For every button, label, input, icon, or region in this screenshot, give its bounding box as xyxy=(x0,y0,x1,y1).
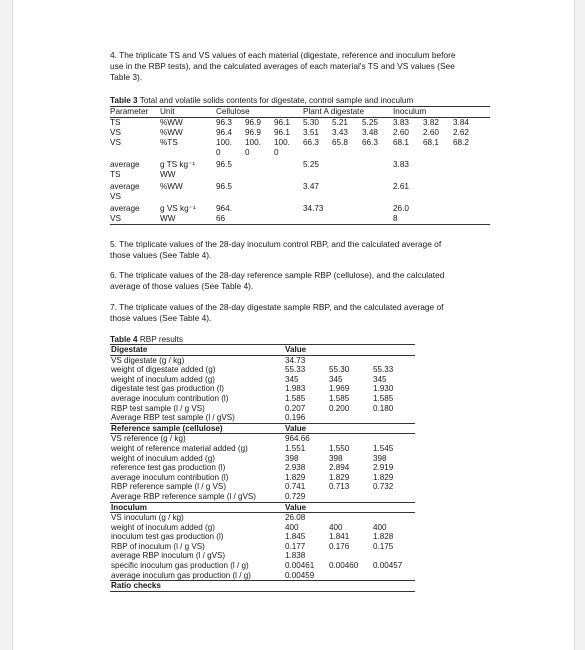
table4-cell: 398 xyxy=(373,453,387,463)
table3-cell: 3.82 xyxy=(423,118,439,127)
table4-cell: 0.741 xyxy=(285,482,306,492)
table3-cell: 96.5 xyxy=(216,182,232,191)
table4-cell: 1.841 xyxy=(329,532,350,542)
document-page xyxy=(12,0,575,650)
table4-cell: 400 xyxy=(329,522,343,532)
table3-cell: 96.9 xyxy=(245,118,261,127)
table4-cell: 0.00460 xyxy=(329,561,359,571)
table3-header-row xyxy=(110,107,490,118)
table4-row-label: Average RBP reference sample (l / gVS) xyxy=(110,492,284,502)
table4-cell xyxy=(372,551,415,561)
table3-cell: 34.73 xyxy=(303,202,332,225)
table4-cell: 345 xyxy=(329,374,343,384)
table4-section-header xyxy=(110,502,415,513)
paragraph-line: 7. The triplicate values of the 28-day digestate sample RBP, and the calculated average of xyxy=(110,302,444,312)
table4-row xyxy=(110,482,415,492)
table4-cell: 0.729 xyxy=(284,492,328,502)
table4-row xyxy=(110,384,415,394)
table4-section-header xyxy=(110,345,415,356)
paragraph-line: 5. The triplicate values of the 28-day inoculum control RBP, and the calculated average of xyxy=(110,239,442,249)
table4-section-title: Reference sample (cellulose) xyxy=(110,423,284,434)
table3-header-cell: Parameter xyxy=(110,107,160,118)
table4-row-label: weight of inoculum added (g) xyxy=(111,374,215,384)
table4-cell: 1.930 xyxy=(373,384,394,394)
table3-cell: 66.3 xyxy=(362,138,378,147)
table3-cell: 68.1 xyxy=(423,138,439,147)
table4-cell: 400 xyxy=(285,522,299,532)
table4-row xyxy=(110,571,415,581)
table4-cell xyxy=(372,492,415,502)
table4-row xyxy=(110,542,415,552)
paragraph-line: those values (See Table 4). xyxy=(110,313,212,323)
table4-row xyxy=(110,355,415,365)
table3-cell: 66.3 xyxy=(303,138,319,147)
table4-cell xyxy=(372,571,415,581)
table3-cell: 96.3 xyxy=(216,118,232,127)
table4-cell: 55.30 xyxy=(329,365,350,375)
table3-cell: 96.1 xyxy=(274,128,290,137)
paragraph-line: Table 3). xyxy=(110,72,143,82)
table4-cell: 964.66 xyxy=(285,434,310,444)
table3-header-cell: Inoculum xyxy=(393,107,490,118)
table4-row xyxy=(110,492,415,502)
table4-row-label: specific inoculum gas production (l / g) xyxy=(111,561,249,571)
table4-cell: 345 xyxy=(285,374,299,384)
table4-row xyxy=(110,513,415,523)
table4-row-label: VS reference (g / kg) xyxy=(111,434,186,444)
table3-cell: 68.1 xyxy=(393,138,409,147)
table4-cell: 398 xyxy=(285,453,299,463)
table3-cell xyxy=(423,158,453,180)
table4-row-label: average inoculum contribution (l) xyxy=(111,472,229,482)
table4-section-title: Inoculum xyxy=(110,502,284,513)
table4-cell: 0.207 xyxy=(285,403,306,413)
table4-cell: 55.33 xyxy=(285,365,306,375)
table4-cell xyxy=(372,355,415,365)
table3-cell: 65.8 xyxy=(332,138,348,147)
table4-cell: 1.585 xyxy=(373,393,394,403)
table3-cell: 5.25 xyxy=(362,118,378,127)
paragraph-line: 6. The triplicate values of the 28-day reference sample RBP (cellulose), and the calculated xyxy=(110,270,445,280)
table4-cell xyxy=(372,513,415,523)
table4-cell: 1.545 xyxy=(373,443,394,453)
table4-row xyxy=(110,444,415,454)
table4-cell: 0.180 xyxy=(373,403,394,413)
table3-cell xyxy=(423,180,453,202)
table3-cell: 5.25 xyxy=(303,160,319,169)
table4-caption-label: Table 4 xyxy=(110,335,138,344)
table3-cell: %TS xyxy=(160,138,178,147)
table4-row xyxy=(110,413,415,423)
table4-value-header: Value xyxy=(284,502,415,513)
table4-row-label: RBP of inoculum (l / g VS) xyxy=(111,541,205,551)
table4-cell xyxy=(328,551,372,561)
table4-cell: 400 xyxy=(373,522,387,532)
table4-cell: 0.00457 xyxy=(373,561,403,571)
table4-row-label: inoculum test gas production (l) xyxy=(111,532,224,542)
table4-cell: 1.838 xyxy=(285,551,306,561)
table3-cell: VS xyxy=(110,138,121,147)
table4-row xyxy=(110,473,415,483)
table3-row xyxy=(110,118,490,129)
table4-cell: 1.969 xyxy=(329,384,350,394)
table4-cell: 0.732 xyxy=(373,482,394,492)
table4-cell xyxy=(328,492,372,502)
table3-body xyxy=(110,118,490,225)
table4-cell xyxy=(328,513,372,523)
table4-row-label: weight of inoculum added (g) xyxy=(111,453,215,463)
table3-cell xyxy=(274,180,303,202)
table4-section-header xyxy=(110,423,415,434)
table3-cell: 100. 0 xyxy=(216,138,232,157)
table4-cell: 1.829 xyxy=(373,472,394,482)
table3-cell: 3.43 xyxy=(332,128,348,137)
table3-cell xyxy=(453,202,490,225)
table4-row xyxy=(110,561,415,571)
table3-cell: 3.83 xyxy=(393,160,409,169)
table3-cell: 964. 66 xyxy=(216,202,245,225)
table3-caption-label: Table 3 xyxy=(110,96,138,105)
table4-cell: 398 xyxy=(329,453,343,463)
table3-cell xyxy=(332,158,362,180)
table4-row-label: average inoculum contribution (l) xyxy=(111,393,229,403)
table3-cell xyxy=(362,202,393,225)
table4-cell: 0.713 xyxy=(329,482,350,492)
table3-cell: 2.60 xyxy=(423,128,439,137)
table3-cell: 3.83 xyxy=(393,118,409,127)
table3-cell: 96.5 xyxy=(216,160,232,169)
table4-row-label: VS inoculum (g / kg) xyxy=(111,513,184,523)
table4-cell: 0.00461 xyxy=(285,561,315,571)
table4-cell: 34.73 xyxy=(285,355,306,365)
paragraph-item-4 xyxy=(110,50,490,83)
table4-cell: 1.585 xyxy=(285,393,306,403)
table3-cell: VS xyxy=(110,128,121,137)
table3-cell xyxy=(245,202,274,225)
table4-cell: 26.08 xyxy=(285,513,306,523)
table4-caption-text: RBP results xyxy=(137,335,183,344)
table4-row-label: average inoculum gas production (l / g) xyxy=(110,571,284,581)
table4-value-header: Value xyxy=(284,423,415,434)
table4-row-label: RBP test sample (l / g VS) xyxy=(111,403,205,413)
table4-cell: 0.175 xyxy=(373,541,394,551)
table4-cell: 2.919 xyxy=(373,463,394,473)
table3-caption xyxy=(110,96,413,106)
table3-cell: TS xyxy=(110,118,121,127)
table3-cell xyxy=(245,158,274,180)
table4-cell xyxy=(328,413,372,423)
table3-cell: 3.48 xyxy=(362,128,378,137)
table4-cell: 0.00459 xyxy=(284,571,328,581)
table3-row xyxy=(110,138,490,158)
table3-cell: %WW xyxy=(160,128,183,137)
table3-cell: average VS xyxy=(110,202,160,225)
table3-row xyxy=(110,202,490,225)
table3-cell xyxy=(332,180,362,202)
table4-cell: 345 xyxy=(373,374,387,384)
table4-row xyxy=(110,523,415,533)
table3-header-cell: Unit xyxy=(160,107,216,118)
table3-cell: 68.2 xyxy=(453,138,469,147)
table3-header-cell: Plant A digestate xyxy=(303,107,393,118)
table3-cell xyxy=(362,158,393,180)
table4-cell: 1.828 xyxy=(373,532,394,542)
table4-cell: 0.176 xyxy=(329,541,350,551)
table3-cell: 96.1 xyxy=(274,118,290,127)
table3-row xyxy=(110,128,490,138)
table3-cell: %WW xyxy=(160,182,183,191)
table3-cell: 96.9 xyxy=(245,128,261,137)
table3-cell xyxy=(274,202,303,225)
table3 xyxy=(110,106,490,225)
table4-section-title: Ratio checks xyxy=(110,581,284,592)
paragraph-item-7 xyxy=(110,302,444,324)
table4-cell: 1.829 xyxy=(329,472,350,482)
table3-cell xyxy=(453,180,490,202)
table3-cell xyxy=(453,158,490,180)
table3-cell: 96.4 xyxy=(216,128,232,137)
table4-row-label: weight of digestate added (g) xyxy=(111,365,216,375)
table3-row xyxy=(110,158,490,180)
table4-row xyxy=(110,404,415,414)
table4-row xyxy=(110,532,415,542)
table3-cell xyxy=(245,180,274,202)
table4-cell: 1.829 xyxy=(285,472,306,482)
table3-cell: %WW xyxy=(160,118,183,127)
table3-cell: 26.0 8 xyxy=(393,202,423,225)
table4-row-label: Average RBP test sample (l / gVS) xyxy=(110,413,284,423)
table4-row xyxy=(110,375,415,385)
paragraph-item-5 xyxy=(110,239,441,261)
table4-cell: 1.550 xyxy=(329,443,350,453)
table4-row-label: reference test gas production (l) xyxy=(111,463,226,473)
table4-cell xyxy=(372,434,415,444)
table4-cell: 1.551 xyxy=(285,443,306,453)
table4-value-header: Value xyxy=(284,345,415,356)
table3-caption-text: Total and volatile solids contents for digestate, control sample and inoculum xyxy=(137,96,414,105)
paragraph-item-6 xyxy=(110,270,444,292)
table4-cell xyxy=(372,413,415,423)
table3-cell xyxy=(362,180,393,202)
table4-row-label: VS digestate (g / kg) xyxy=(111,355,185,365)
table4-row-label: average RBP inoculum (l / gVS) xyxy=(111,551,226,561)
table4-section-header xyxy=(110,581,415,592)
table4-cell: 0.196 xyxy=(284,413,328,423)
table4-cell: 1.585 xyxy=(329,393,350,403)
table3-cell xyxy=(423,202,453,225)
table3-cell: 3.47 xyxy=(303,182,319,191)
table4-cell xyxy=(328,355,372,365)
table4-cell: 2.938 xyxy=(285,463,306,473)
table4-row xyxy=(110,394,415,404)
paragraph-line: average of those values (See Table 4). xyxy=(110,281,254,291)
paragraph-line: 4. The triplicate TS and VS values of each material (digestate, reference and inoculum before xyxy=(110,50,456,60)
table4-cell: 1.845 xyxy=(285,532,306,542)
table3-cell: g VS kg⁻¹ WW xyxy=(160,202,216,225)
table4-value-header xyxy=(284,581,415,592)
table4-row xyxy=(110,551,415,561)
paragraph-line: use in the RBP tests), and the calculated averages of each material's TS and VS values (See xyxy=(110,61,455,71)
table3-row xyxy=(110,180,490,202)
table3-cell: 2.62 xyxy=(453,128,469,137)
page-content xyxy=(110,50,490,591)
table4-row xyxy=(110,434,415,444)
table4-body xyxy=(110,345,415,592)
table4-cell xyxy=(328,571,372,581)
table3-cell xyxy=(332,202,362,225)
table3-cell: 100. 0 xyxy=(274,138,290,157)
table4-row-label: weight of reference material added (g) xyxy=(111,443,248,453)
table4-row xyxy=(110,365,415,375)
table3-cell: 5.30 xyxy=(303,118,319,127)
table4-cell: 55.33 xyxy=(373,365,394,375)
table4-row-label: RBP reference sample (l / g VS) xyxy=(111,482,227,492)
table3-cell: average VS xyxy=(110,182,140,201)
table4-row xyxy=(110,454,415,464)
table3-cell: 5.21 xyxy=(332,118,348,127)
table4-row-label: digestate test gas production (l) xyxy=(111,384,224,394)
table4-row-label: weight of inoculum added (g) xyxy=(111,522,215,532)
table3-cell: 3.84 xyxy=(453,118,469,127)
table4-cell: 1.983 xyxy=(285,384,306,394)
table4 xyxy=(110,344,415,592)
table3-cell: 100. 0 xyxy=(245,138,261,157)
paragraph-line: those values (See Table 4). xyxy=(110,250,212,260)
table3-cell: 3.51 xyxy=(303,128,319,137)
table3-header-cell: Cellulose xyxy=(216,107,303,118)
table4-row xyxy=(110,463,415,473)
table3-cell: 2.60 xyxy=(393,128,409,137)
table4-cell: 0.200 xyxy=(329,403,350,413)
table3-cell: 2.61 xyxy=(393,182,409,191)
table3-cell xyxy=(274,158,303,180)
table4-cell xyxy=(328,434,372,444)
table4-section-title: Digestate xyxy=(110,345,284,356)
table3-cell: g TS kg⁻¹ WW xyxy=(160,160,196,179)
table4-cell: 0.177 xyxy=(285,541,306,551)
table4-cell: 2.894 xyxy=(329,463,350,473)
table3-cell: average TS xyxy=(110,160,140,179)
